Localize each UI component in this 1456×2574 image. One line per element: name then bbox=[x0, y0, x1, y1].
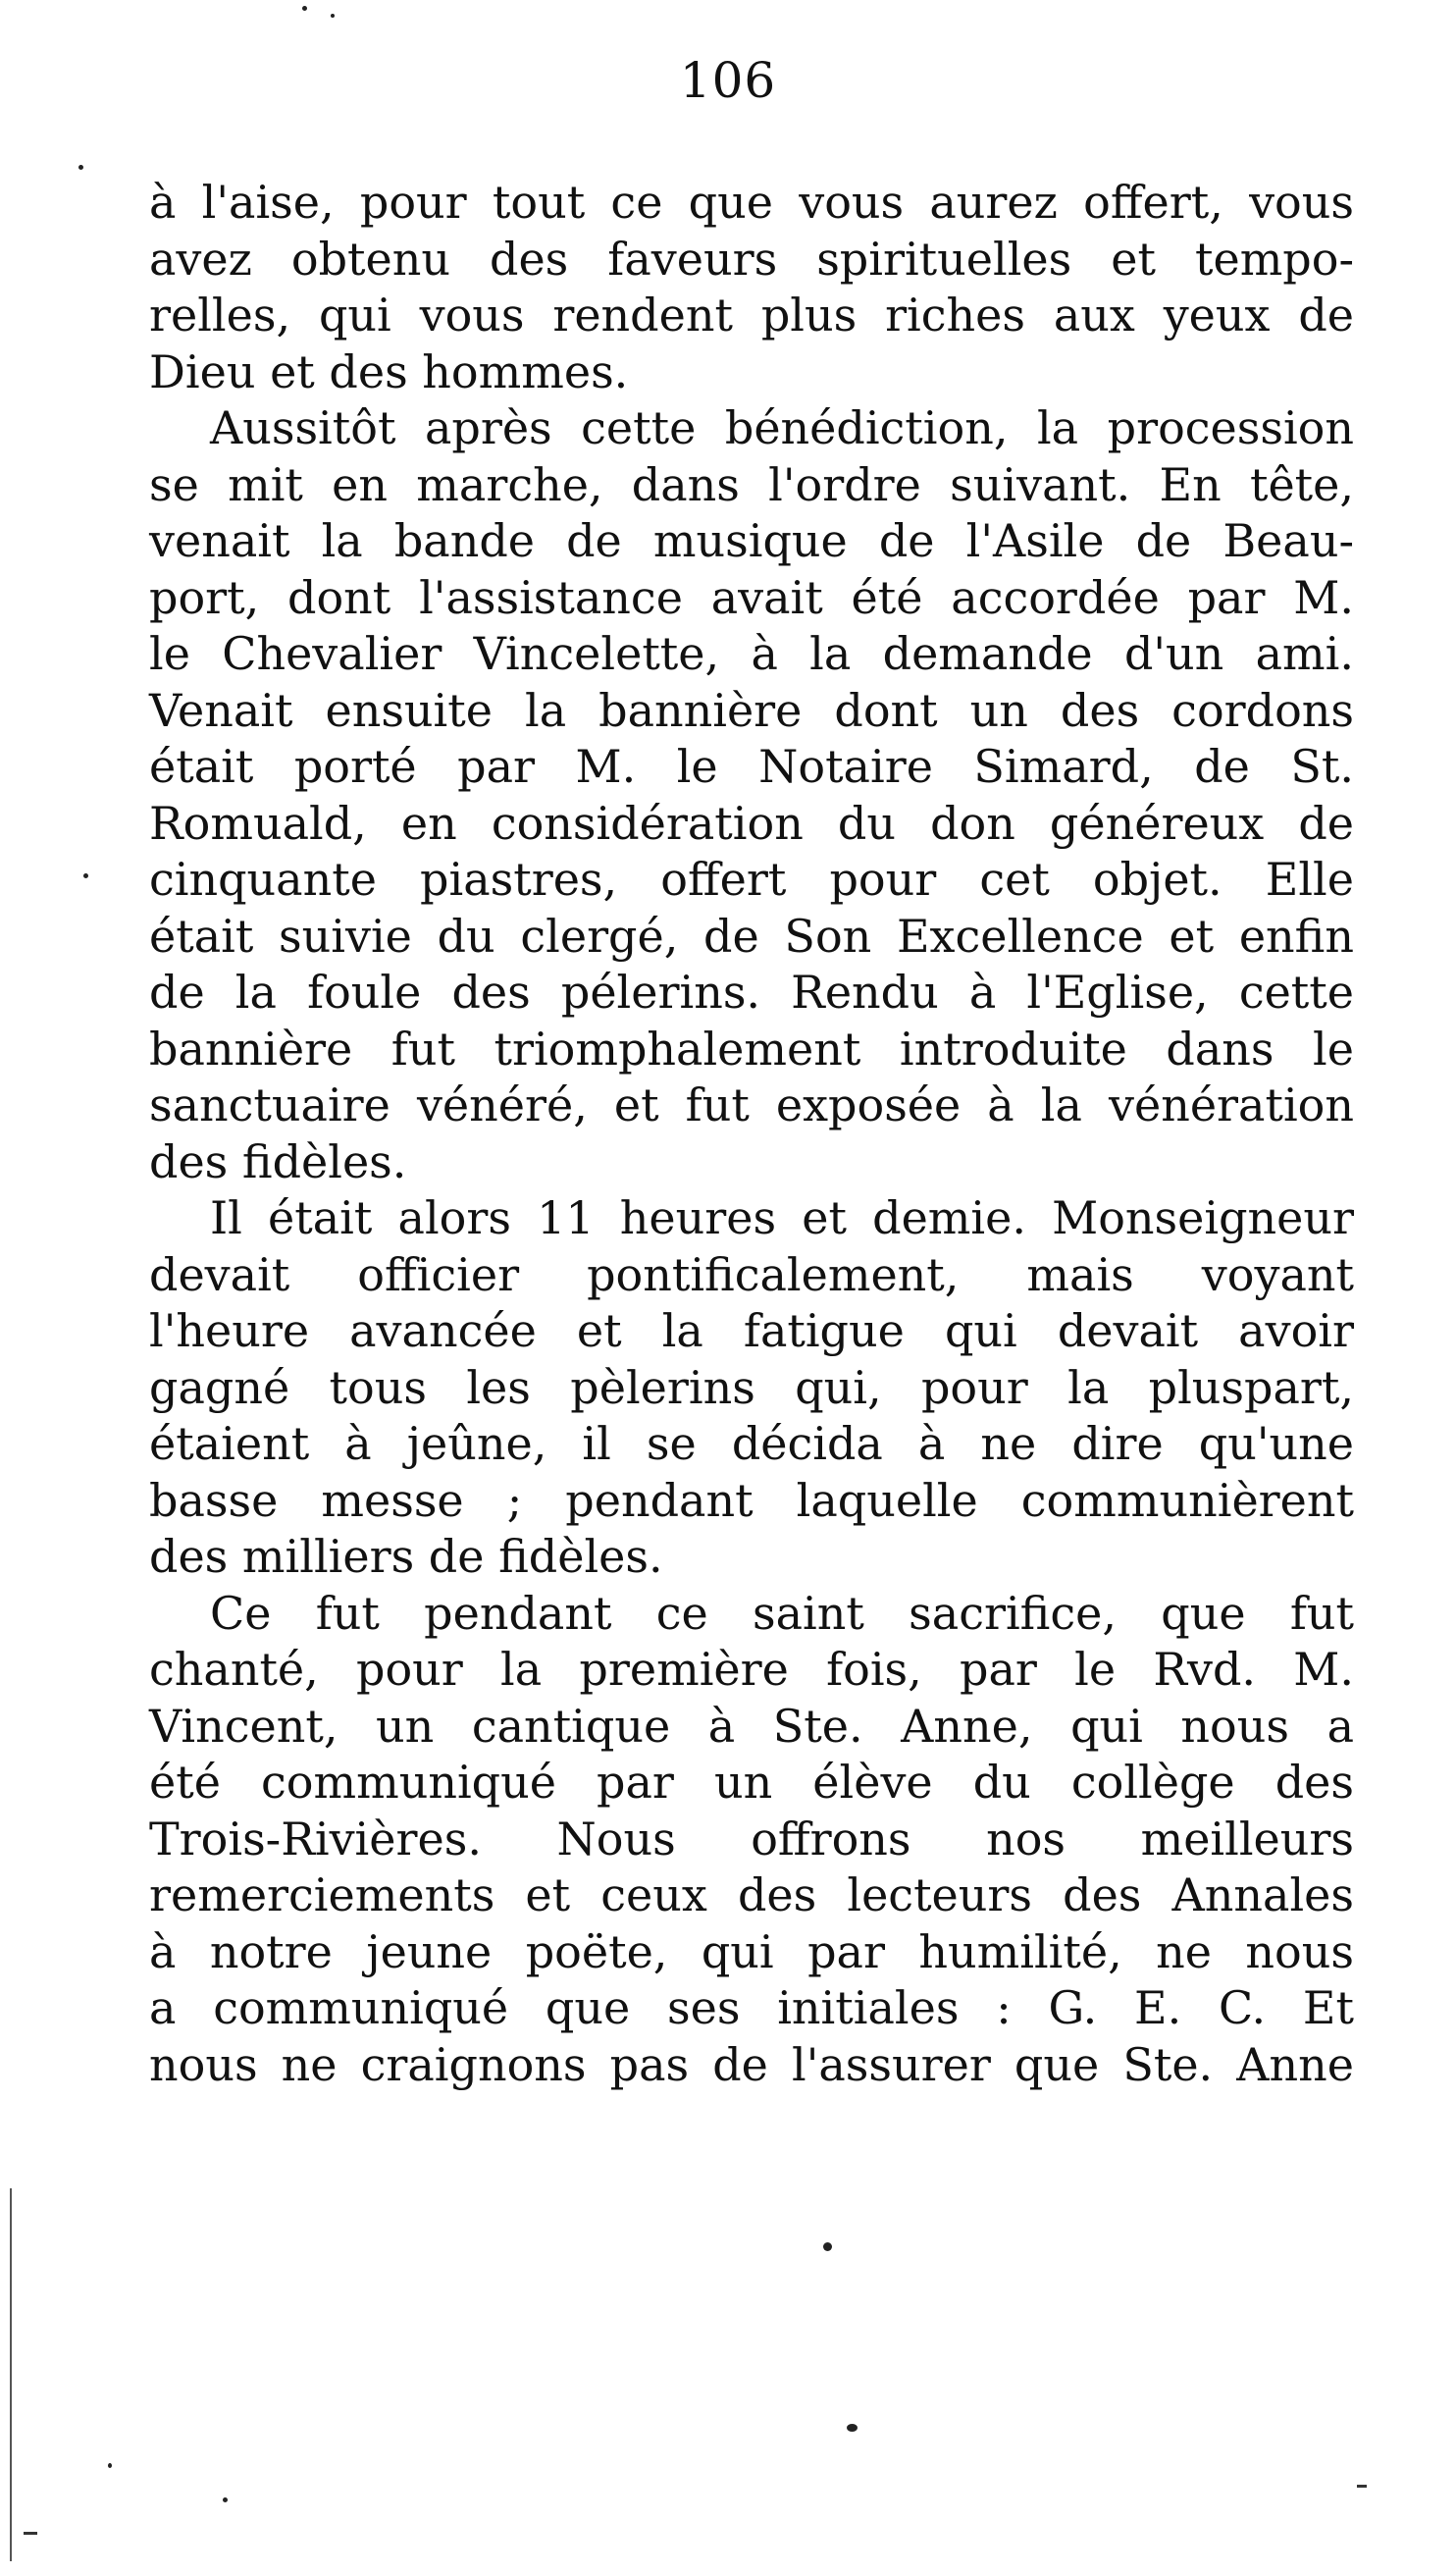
text-line: sanctuaire vénéré, et fut exposée à la vénération bbox=[149, 1078, 1354, 1131]
paragraph-4 bbox=[149, 1586, 1354, 2094]
text-line: relles, qui vous rendent plus riches aux yeux de bbox=[149, 289, 1354, 341]
text-line: remerciements et ceux des lecteurs des Annales bbox=[149, 1868, 1354, 1921]
text-line: Il était alors 11 heures et demie. Monseigneur bbox=[210, 1191, 1354, 1244]
text-line: a communiqué que ses initiales : G. E. C. Et bbox=[149, 1981, 1354, 2034]
text-line: se mit en marche, dans l'ordre suivant. En tête, bbox=[149, 457, 1354, 511]
paragraph-3 bbox=[149, 1190, 1354, 1586]
text-line: devait officier pontificalement, mais voyant bbox=[149, 1247, 1354, 1301]
paragraph-1 bbox=[149, 175, 1354, 400]
text-line: de la foule des pélerins. Rendu à l'Eglise, cette bbox=[149, 966, 1354, 1019]
text-line: avez obtenu des faveurs spirituelles et tempo- bbox=[149, 232, 1354, 286]
text-line: l'heure avancée et la fatigue qui devait avoir bbox=[149, 1304, 1354, 1357]
text-line: nous ne craignons pas de l'assurer que Ste. Anne bbox=[149, 2037, 1354, 2091]
text-line: bannière fut triomphalement introduite dans le bbox=[149, 1022, 1354, 1076]
text-line: des fidèles. bbox=[149, 1134, 407, 1188]
scan-speck bbox=[108, 2463, 112, 2468]
text-line: gagné tous les pèlerins qui, pour la pluspart, bbox=[149, 1360, 1354, 1414]
text-line: port, dont l'assistance avait été accordée par M. bbox=[149, 570, 1354, 624]
text-line: Romuald, en considération du don généreux de bbox=[149, 796, 1354, 850]
text-line: Aussitôt après cette bénédiction, la procession bbox=[210, 401, 1354, 454]
scan-edge-line bbox=[10, 2188, 12, 2561]
text-line: Trois-Rivières. Nous offrons nos meilleurs bbox=[149, 1812, 1354, 1865]
text-line: Ce fut pendant ce saint sacrifice, que fut bbox=[210, 1586, 1354, 1640]
page-number: 106 bbox=[679, 52, 777, 109]
text-line: était porté par M. le Notaire Simard, de St. bbox=[149, 740, 1354, 793]
text-line: étaient à jeûne, il se décida à ne dire qu'une bbox=[149, 1417, 1354, 1470]
text-line: venait la bande de musique de l'Asile de Beau- bbox=[149, 514, 1354, 567]
scan-speck bbox=[847, 2424, 858, 2432]
scan-speck bbox=[83, 873, 88, 878]
text-line: été communiqué par un élève du collège des bbox=[149, 1756, 1354, 1809]
text-line: basse messe ; pendant laquelle communièrent bbox=[149, 1473, 1354, 1527]
scan-dash bbox=[1357, 2485, 1367, 2488]
text-line: Venait ensuite la bannière dont un des cordons bbox=[149, 683, 1354, 737]
text-line: chanté, pour la première fois, par le Rvd. M. bbox=[149, 1643, 1354, 1696]
text-line: à l'aise, pour tout ce que vous aurez offert, vous bbox=[149, 176, 1354, 229]
scan-dash bbox=[24, 2532, 37, 2535]
scan-speck bbox=[78, 165, 83, 170]
text-line: Dieu et des hommes. bbox=[149, 344, 629, 398]
text-line: des milliers de fidèles. bbox=[149, 1530, 663, 1583]
scan-speck bbox=[302, 6, 307, 11]
scan-speck bbox=[223, 2497, 228, 2502]
paragraph-2 bbox=[149, 400, 1354, 1190]
scan-speck bbox=[823, 2242, 832, 2251]
text-line: cinquante piastres, offert pour cet objet. Elle bbox=[149, 853, 1354, 906]
scan-speck bbox=[331, 14, 335, 18]
text-line: à notre jeune poëte, qui par humilité, ne nous bbox=[149, 1924, 1354, 1978]
text-line: le Chevalier Vincelette, à la demande d'un ami. bbox=[149, 627, 1354, 680]
text-line: était suivie du clergé, de Son Excellence et enfin bbox=[149, 909, 1354, 963]
body-text bbox=[149, 175, 1354, 2093]
text-line: Vincent, un cantique à Ste. Anne, qui nous a bbox=[149, 1699, 1354, 1753]
